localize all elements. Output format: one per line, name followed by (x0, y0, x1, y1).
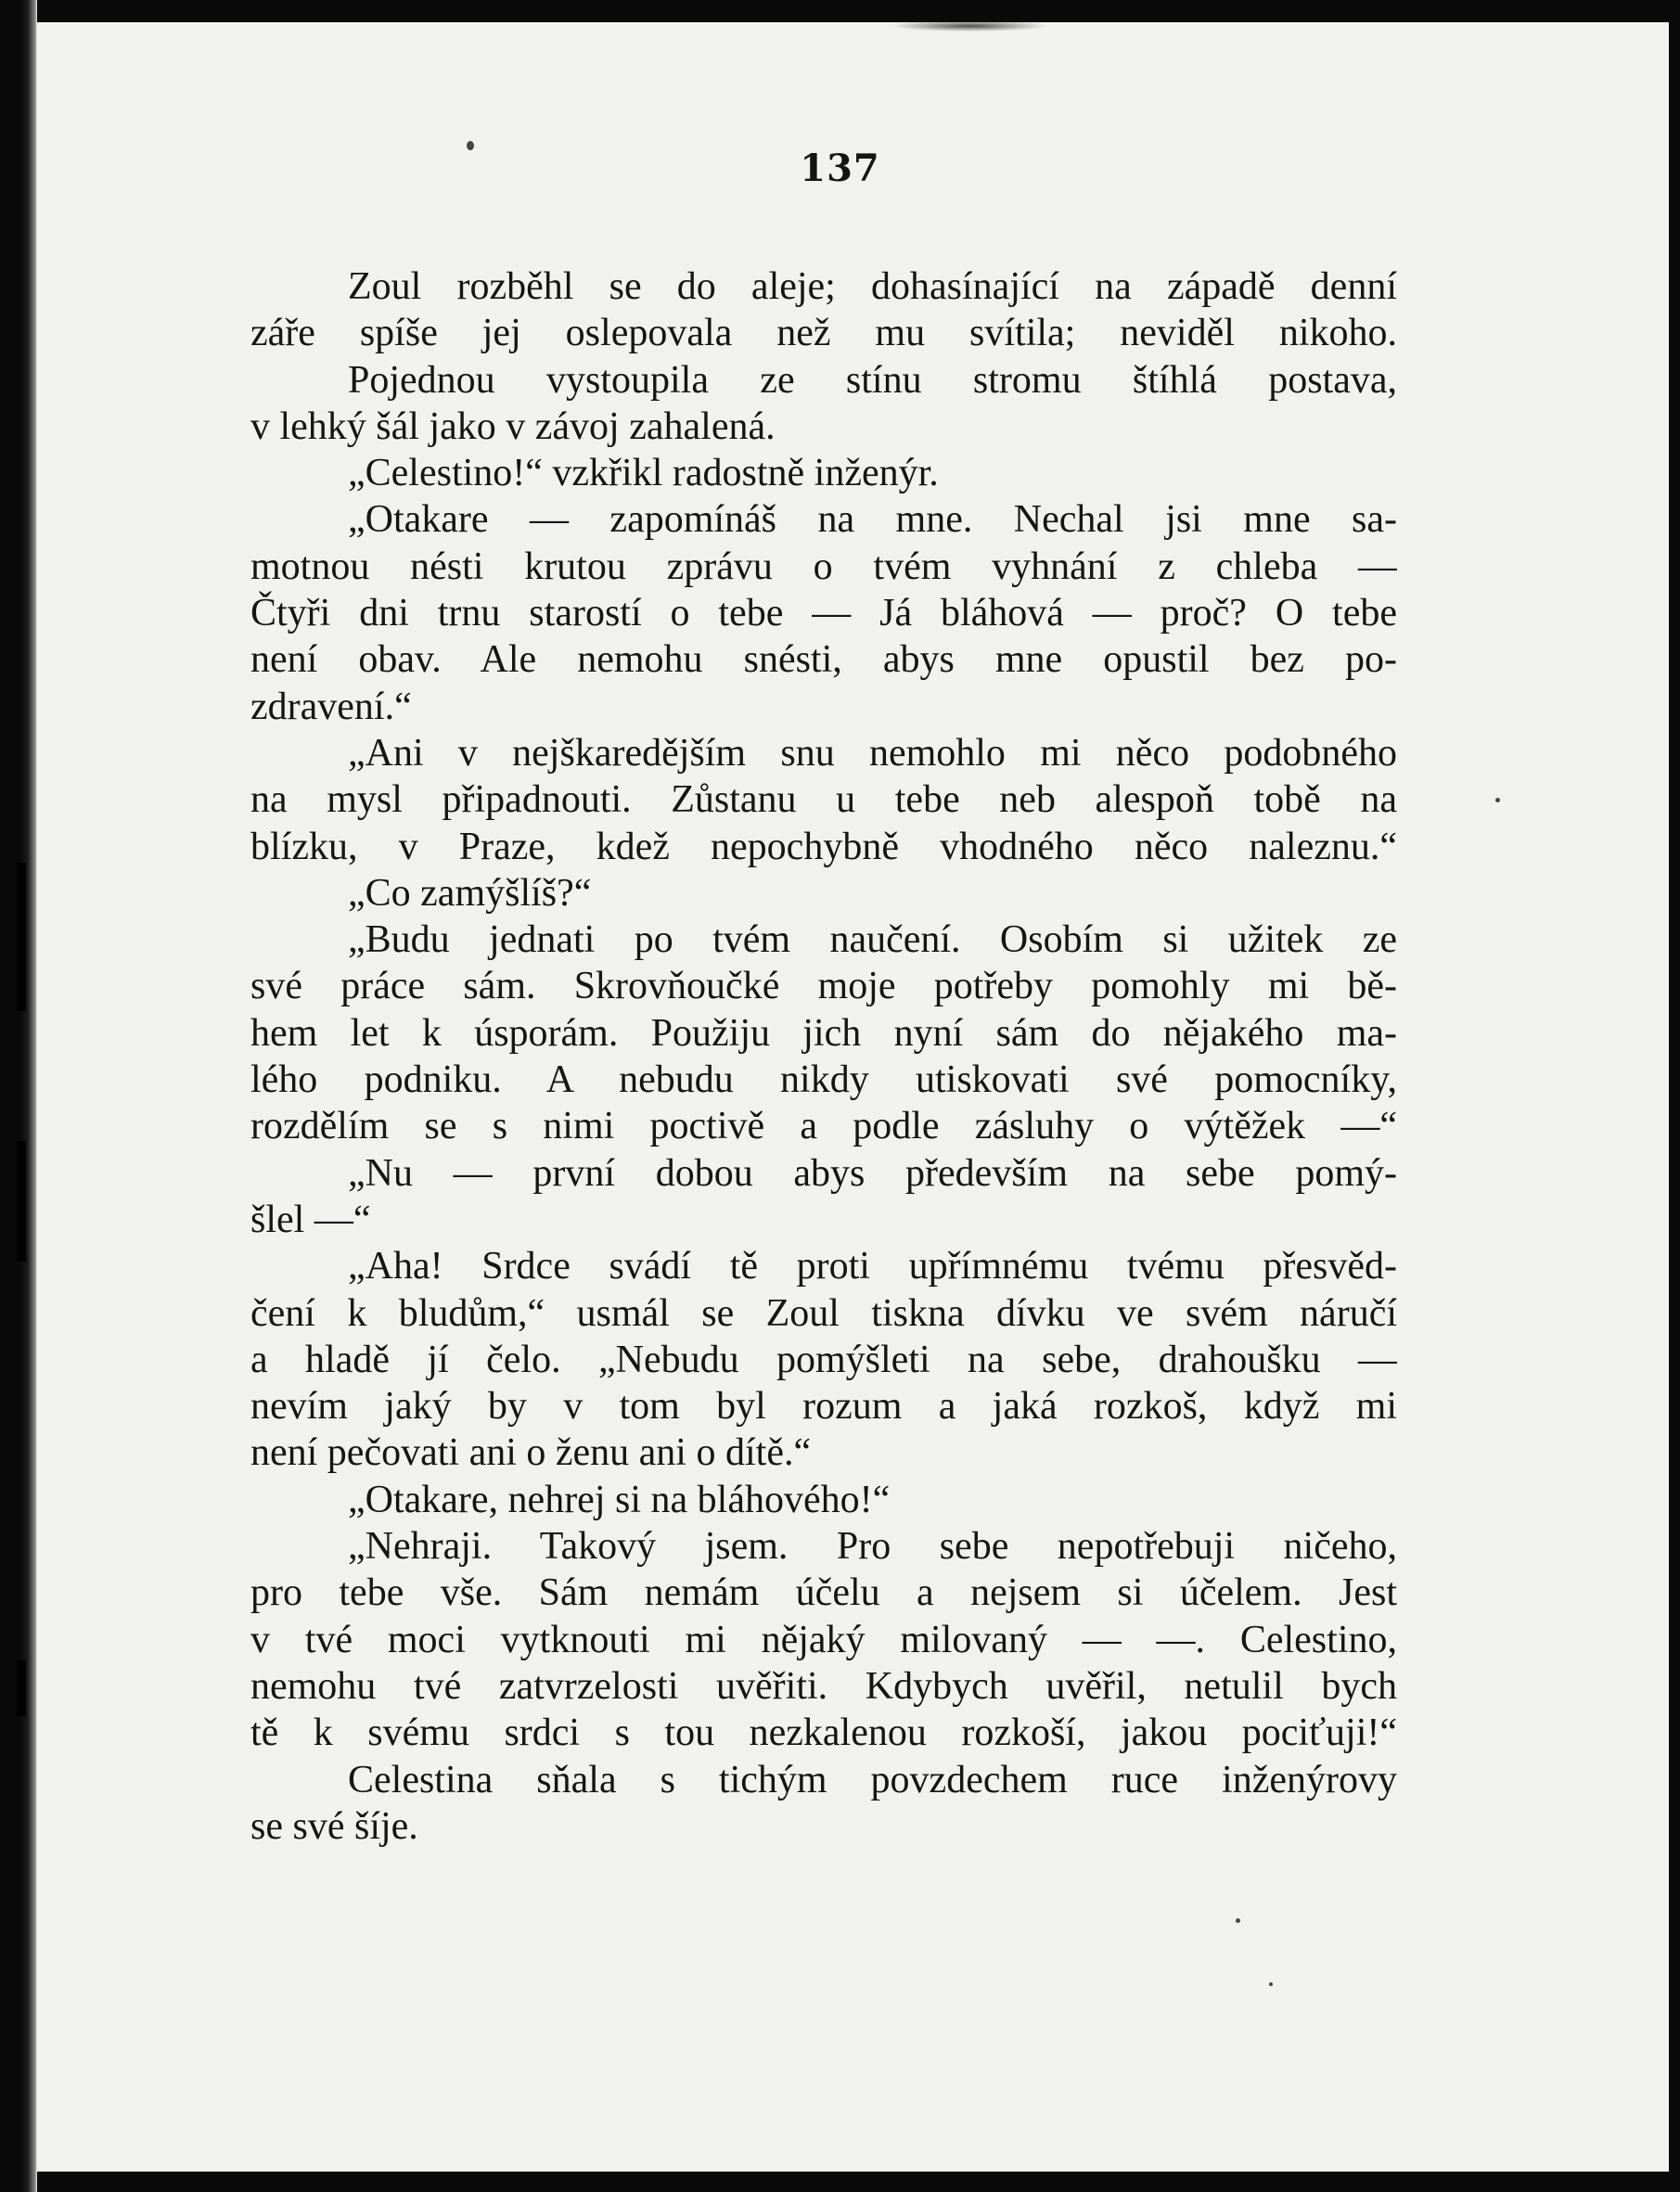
text-line: „Celestino!“ vzkřikl radostně inženýr. (348, 452, 939, 495)
gutter-mark (17, 1660, 26, 1716)
text-line: v tvé moci vytknouti mi nějaký milovaný — —. Celestino, (250, 1618, 1397, 1661)
text-line: se své šíje. (250, 1804, 418, 1848)
text-line: nemohu tvé zatvrzelosti uvěřiti. Kdybych uvěřil, netulil bych (250, 1664, 1397, 1708)
scan-border-top (0, 0, 1680, 22)
scan-border-left (0, 0, 37, 2192)
text-line: „Budu jednati po tvém naučení. Osobím si užitek ze (348, 918, 1397, 962)
page-number: 137 (800, 147, 880, 190)
text-line: Pojednou vystoupila ze stínu stromu štíhlá postava, (348, 358, 1397, 402)
text-line: a hladě jí čelo. „Nebudu pomýšleti na sebe, drahoušku — (250, 1338, 1397, 1381)
text-line: své práce sám. Skrovňoučké moje potřeby pomohly mi bě- (250, 965, 1397, 1008)
scan-border-right (1669, 0, 1680, 2192)
text-line: čení k bludům,“ usmál se Zoul tiskna dívku ve svém náručí (250, 1291, 1397, 1335)
text-line: v lehký šál jako v závoj zahalená. (250, 404, 776, 448)
scan-speck (1495, 798, 1500, 802)
text-line: není obav. Ale nemohu snésti, abys mne opustil bez po- (250, 638, 1397, 682)
scan-speck (1269, 1982, 1273, 1986)
text-line: „Co zamýšlíš?“ (348, 871, 592, 915)
text-line: pro tebe vše. Sám nemám účelu a nejsem si účelem. Jest (250, 1571, 1397, 1615)
scan-border-bottom (0, 2172, 1680, 2192)
text-line: lého podniku. A nebudu nikdy utiskovati své pomocníky, (250, 1058, 1397, 1102)
scan-speck (1236, 1918, 1240, 1923)
text-line: Zoul rozběhl se do aleje; dohasínající na západě denní (348, 265, 1397, 308)
text-line: není pečovati ani o ženu ani o dítě.“ (250, 1431, 812, 1475)
text-line: „Aha! Srdce svádí tě proti upřímnému tvému přesvěd- (348, 1245, 1397, 1288)
text-line: nevím jaký by v tom byl rozum a jaká rozkoš, když mi (250, 1385, 1397, 1429)
text-line: „Otakare, nehrej si na bláhového!“ (348, 1478, 891, 1521)
text-line: zdravení.“ (250, 685, 412, 728)
text-line: rozdělím se s nimi poctivě a podle zásluhy o výtěžek —“ (250, 1105, 1397, 1148)
text-line: „Ani v nejškaredějším snu nemohlo mi něco podobného (348, 731, 1397, 775)
body-text (250, 263, 1397, 1850)
text-line: „Otakare — zapomínáš na mne. Nechal jsi mne sa- (348, 498, 1397, 542)
gutter-mark (17, 1141, 26, 1262)
text-line: záře spíše jej oslepovala než mu svítila; neviděl nikoho. (250, 312, 1397, 355)
text-line: šlel —“ (250, 1198, 371, 1241)
text-line: Čtyři dni trnu starostí o tebe — Já bláhová — proč? O tebe (250, 592, 1397, 635)
gutter-mark (17, 863, 26, 1011)
text-line: tě k svému srdci s tou nezkalenou rozkoší, jakou pociťuji!“ (250, 1711, 1397, 1755)
text-line: hem let k úsporám. Použiju jich nyní sám do nějakého ma- (250, 1011, 1397, 1055)
scan-smudge (891, 20, 1048, 32)
text-line: motnou nésti krutou zprávu o tvém vyhnání z chleba — (250, 545, 1397, 588)
text-line: blízku, v Praze, kdež nepochybně vhodného něco naleznu.“ (250, 825, 1397, 868)
text-line: na mysl připadnouti. Zůstanu u tebe neb alespoň tobě na (250, 778, 1397, 822)
text-line: „Nu — první dobou abys především na sebe pomý- (348, 1151, 1397, 1195)
text-line: „Nehraji. Takový jsem. Pro sebe nepotřebuji ničeho, (348, 1525, 1397, 1569)
text-line: Celestina sňala s tichým povzdechem ruce inženýrovy (348, 1758, 1397, 1801)
